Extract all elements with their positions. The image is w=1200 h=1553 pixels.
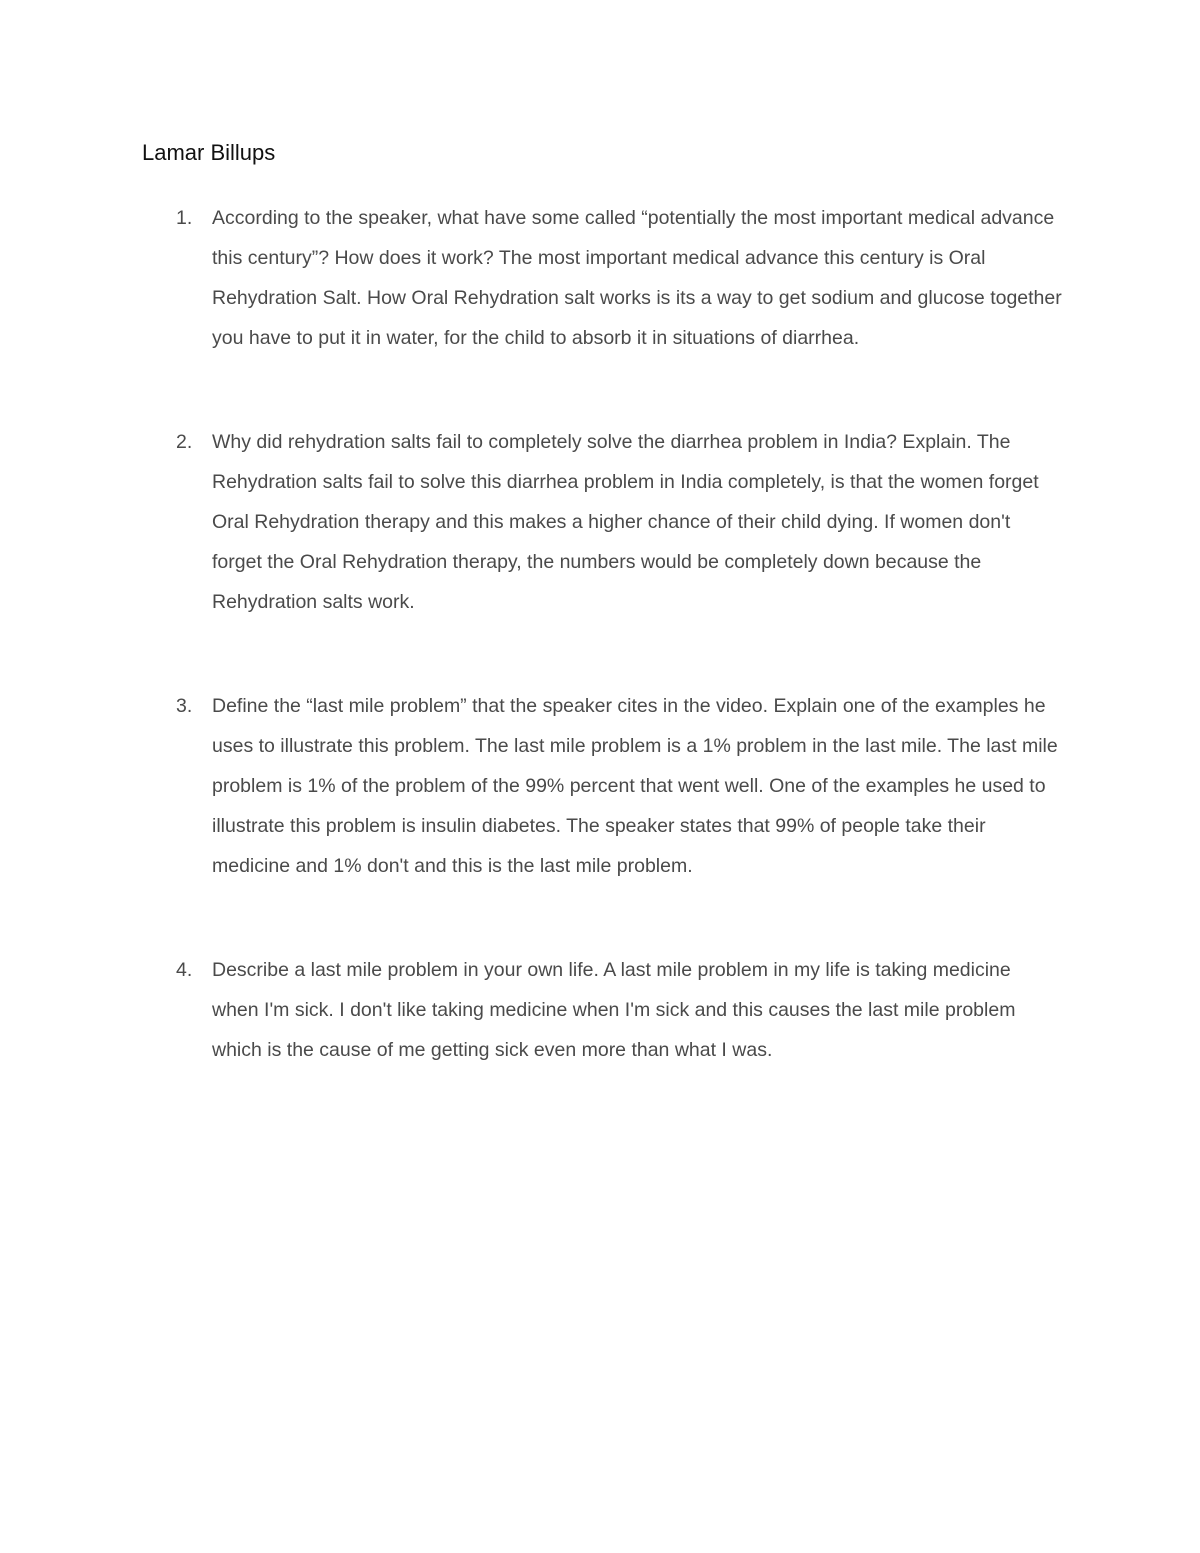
question-number: 2. <box>176 431 193 453</box>
question-list <box>142 198 1062 1070</box>
question-number: 1. <box>176 207 193 229</box>
question-item-3 <box>142 686 1062 886</box>
question-answer-text: Describe a last mile problem in your own life. A last mile problem in my life is taking medicine when I'm sick. I don't like taking medicine when I'm sick and this causes the last mile problem which is the cause of me getting sick even more than what I was. <box>212 959 1016 1061</box>
question-number: 4. <box>176 959 193 981</box>
question-number: 3. <box>176 695 193 717</box>
question-item-1 <box>142 198 1062 358</box>
question-answer-text: Why did rehydration salts fail to completely solve the diarrhea problem in India? Explain. The Rehydration salts fail to solve this diarrhea problem in India completely, is that the women forget Oral Rehydration therapy and this makes a higher chance of their child dying. If women don't forget the Oral Rehydration therapy, the numbers would be completely down because the Rehydration salts work. <box>212 431 1039 613</box>
question-item-4 <box>142 950 1062 1070</box>
question-answer-text: Define the “last mile problem” that the speaker cites in the video. Explain one of the examples he uses to illustrate this problem. The last mile problem is a 1% problem in the last mile. The last mile problem is 1% of the problem of the 99% percent that went well. One of the examples he used to illustrate this problem is insulin diabetes. The speaker states that 99% of people take their medicine and 1% don't and this is the last mile problem. <box>212 695 1058 877</box>
author-name: Lamar Billups <box>142 140 276 165</box>
question-answer-text: According to the speaker, what have some called “potentially the most important medical advance this century”? How does it work? The most important medical advance this century is Oral Rehydration Salt. How Oral Rehydration salt works is its a way to get sodium and glucose together you have to put it in water, for the child to absorb it in situations of diarrhea. <box>212 207 1062 349</box>
question-item-2 <box>142 422 1062 622</box>
